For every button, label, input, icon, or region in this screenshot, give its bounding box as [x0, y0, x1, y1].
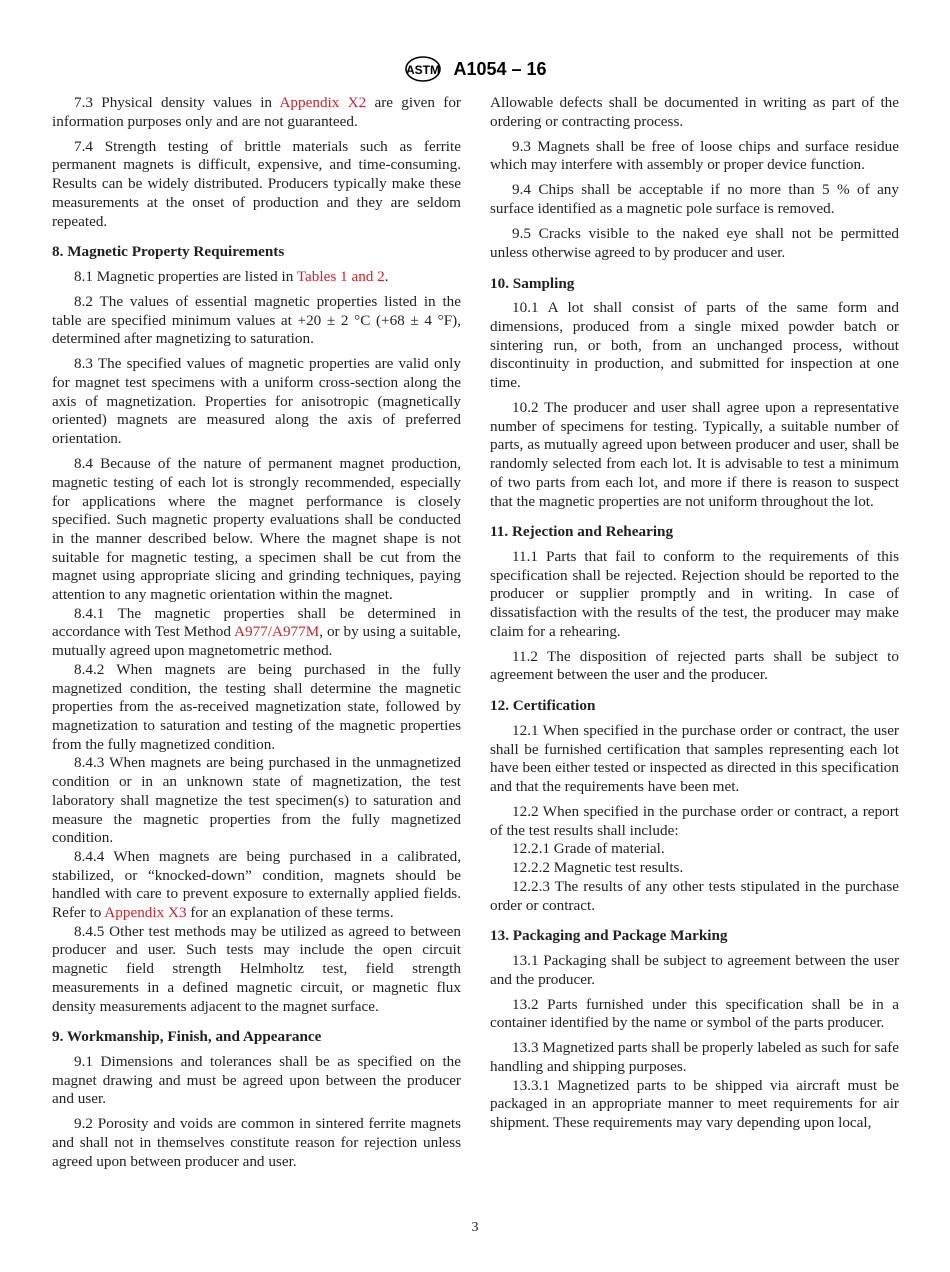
paragraph-text: 7.4 Strength testing of brittle materials such as ferrite permanent magnets is difficult, expensive, and time-consuming. Results can be widely distributed. Producers typically make these measurements at the onset of production and they are seldom repeated. [52, 137, 461, 230]
left-column [52, 94, 461, 1178]
paragraph-text: 13.3.1 Magnetized parts to be shipped via aircraft must be packaged in an appropriate manner to meet requirements for air shipment. These requirements may vary depending upon local, [490, 1076, 899, 1132]
paragraph [490, 722, 899, 797]
paragraph-text: 10.2 The producer and user shall agree upon a representative number of specimens for testing. Typically, a suitable number of parts, as mutually agreed upon between producer and user, shall be randomly selected from each lot. It is advisable to test a minimum of two parts from each lot, and more if there is reason to suspect that the magnetic properties are not uniform throughout the lot. [490, 399, 899, 510]
paragraph [52, 268, 461, 287]
section-heading [52, 243, 461, 262]
paragraph [52, 848, 461, 923]
paragraph-text: 8.2 The values of essential magnetic properties listed in the table are specified minimum values at +20 ± 2 °C (+68 ± 4 °F), determined after magnetizing to saturation. [52, 292, 461, 348]
paragraph-text: 11.1 Parts that fail to conform to the requirements of this specification shall be rejected. Rejection should be reported to the producer or supplier promptly and in writing. In case of dissatisfaction with the results of the test, the producer may make claim for a rehearing. [490, 547, 899, 640]
paragraph-text: 8.4.5 Other test methods may be utilized as agreed to between producer and user. Such tests may include the open circuit magnetic field strength Helmholtz test, field strength measurements in a defined magnetic circuit, or magnetic flux density measurements adjacent to the magnet surface. [52, 922, 461, 1015]
paragraph [52, 455, 461, 605]
paragraph-text: , or by using a suitable, mutually agreed upon magnetometric method. [52, 623, 461, 660]
section-heading [490, 523, 899, 542]
paragraph [52, 661, 461, 755]
paragraph-text: Allowable defects shall be documented in writing as part of the ordering or contracting process. [490, 94, 899, 130]
paragraph [490, 648, 899, 685]
paragraph-text: for an explanation of these terms. [186, 904, 394, 922]
paragraph [52, 355, 461, 449]
paragraph-text: 13. Packaging and Package Marking [490, 927, 728, 945]
paragraph [490, 952, 899, 989]
paragraph-text: 12.2 When specified in the purchase order or contract, a report of the test results shall include: [490, 802, 899, 839]
paragraph-text: 12.2.1 Grade of material. [512, 840, 665, 858]
paragraph-text: 8.1 Magnetic properties are listed in [74, 267, 297, 285]
paragraph [52, 94, 461, 131]
document-designation: A1054 – 16 [453, 58, 547, 79]
section-heading [490, 275, 899, 294]
cross-reference-link[interactable]: A977/A977M [234, 623, 320, 641]
paragraph-text: 9.5 Cracks visible to the naked eye shall not be permitted unless otherwise agreed to by producer and user. [490, 225, 899, 261]
paragraph [52, 293, 461, 349]
cross-reference-link[interactable]: Tables 1 and 2 [296, 267, 385, 285]
paragraph-text: 9. Workmanship, Finish, and Appearance [52, 1028, 322, 1046]
paragraph-text: 11.2 The disposition of rejected parts shall be subject to agreement between the user and the producer. [490, 647, 899, 684]
paragraph [52, 605, 461, 661]
cross-reference-link[interactable]: Appendix X3 [104, 904, 187, 922]
paragraph-text: 8.4 Because of the nature of permanent magnet production, magnetic testing of each lot is strongly recommended, especially for applications where the magnet performance is closely specified. Such magnetic property evaluations shall be conducted in the manner described below. Where the magnet shape is not suitable for magnetic testing, a specimen shall be cut from the magnet using appropriate slicing and grinding techniques, paying attention to any magnetic orientation within the magnet. [52, 455, 461, 604]
paragraph-text: 13.3 Magnetized parts shall be properly labeled as such for safe handling and shipping purposes. [490, 1039, 899, 1076]
paragraph-text: are given for information purposes only and are not guaranteed. [52, 94, 461, 130]
paragraph-text: 10. Sampling [490, 274, 575, 292]
paragraph [490, 996, 899, 1033]
paragraph-text: 9.1 Dimensions and tolerances shall be as specified on the magnet drawing and must be agreed upon between the producer and user. [52, 1052, 461, 1108]
paragraph [490, 399, 899, 511]
paragraph-text: 10.1 A lot shall consist of parts of the same form and dimensions, produced from a single mixed powder batch or sintering run, or both, from an unchanged process, without discontinuity in production, and submitted for inspection at one time. [490, 299, 899, 392]
paragraph-text: 9.4 Chips shall be acceptable if no more than 5 % of any surface identified as a magnetic pole surface is removed. [490, 181, 899, 218]
paragraph [490, 840, 899, 859]
paragraph-text: 12. Certification [490, 697, 596, 715]
paragraph-text: 8.4.4 When magnets are being purchased in a calibrated, stabilized, or “knocked-down” condition, magnets should be handled with care to prevent exposure to externally applied fields. Refer to [52, 847, 461, 922]
paragraph [490, 859, 899, 878]
paragraph [52, 138, 461, 232]
paragraph [52, 1115, 461, 1171]
paragraph-text: 8.4.2 When magnets are being purchased in the fully magnetized condition, the testing shall determine the magnetic properties from the as-received magnetization state, followed by magnetization to saturation and testing of the magnetic properties from the fully magnetized condition. [52, 660, 461, 753]
paragraph [490, 138, 899, 175]
page-header [0, 55, 950, 83]
paragraph-text: 13.2 Parts furnished under this specification shall be in a container identified by the name or symbol of the parts producer. [490, 995, 899, 1032]
paragraph [490, 181, 899, 218]
paragraph-text: 8.4.1 The magnetic properties shall be determined in accordance with Test Method [52, 604, 461, 641]
astm-logo-icon [403, 55, 443, 83]
paragraph-text: 12.1 When specified in the purchase order or contract, the user shall be furnished certification that samples representing each lot have been either tested or inspected as directed in this specification and that the requirements have been met. [490, 721, 899, 795]
paragraph-text: . [384, 267, 389, 285]
paragraph [490, 1039, 899, 1076]
svg-text:ASTM: ASTM [406, 63, 441, 77]
right-column [490, 94, 899, 1139]
paragraph [52, 1053, 461, 1109]
paragraph-text: 9.2 Porosity and voids are common in sintered ferrite magnets and shall not in themselves constitute reason for rejection unless agreed upon between producer and user. [52, 1115, 461, 1170]
paragraph [490, 803, 899, 840]
paragraph [52, 754, 461, 848]
paragraph-text: 12.2.3 The results of any other tests stipulated in the purchase order or contract. [490, 877, 899, 914]
paragraph-text: 8.3 The specified values of magnetic properties are valid only for magnet test specimens with a uniform cross-section along the axis of magnetization. Properties for anisotropic (magnetically oriented) magnets are measured along the axis of preferred orientation. [52, 355, 461, 448]
paragraph [490, 1077, 899, 1133]
paragraph-text: 11. Rejection and Rehearing [490, 523, 674, 541]
paragraph-text: 8. Magnetic Property Requirements [52, 243, 285, 261]
paragraph [490, 225, 899, 262]
section-heading [490, 697, 899, 716]
paragraph-text: 13.1 Packaging shall be subject to agreement between the user and the producer. [490, 951, 899, 988]
cross-reference-link[interactable]: Appendix X2 [279, 94, 367, 111]
paragraph [490, 94, 899, 131]
paragraph [490, 878, 899, 915]
paragraph-text: 7.3 Physical density values in [74, 94, 280, 111]
section-heading [52, 1028, 461, 1047]
paragraph-text: 8.4.3 When magnets are being purchased in the unmagnetized condition or in an unknown state of magnetization, the test laboratory shall magnetize the test specimen(s) to saturation and measure the magnetic properties from the fully magnetized condition. [52, 754, 461, 847]
page-number: 3 [471, 1220, 479, 1235]
paragraph [490, 548, 899, 642]
section-heading [490, 927, 899, 946]
paragraph-text: 9.3 Magnets shall be free of loose chips and surface residue which may interfere with assembly or proper device function. [490, 137, 899, 174]
paragraph [490, 299, 899, 393]
paragraph [52, 923, 461, 1017]
paragraph-text: 12.2.2 Magnetic test results. [512, 859, 684, 877]
